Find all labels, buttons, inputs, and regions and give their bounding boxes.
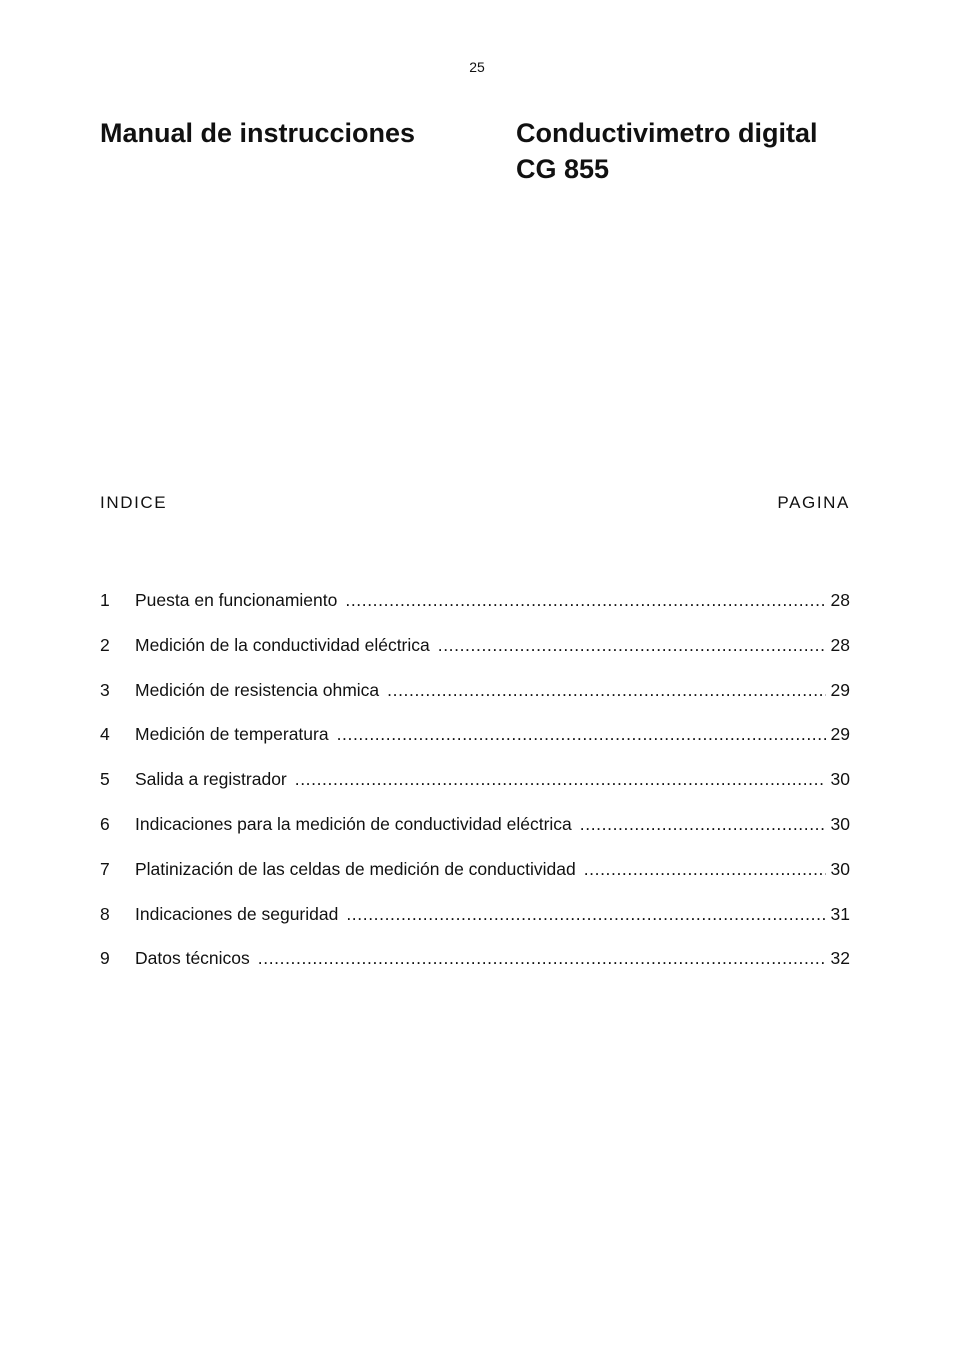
toc-dot-leader	[438, 635, 826, 656]
product-title-line1: Conductivimetro digital	[516, 118, 818, 148]
toc-entry-page: 30	[830, 858, 850, 879]
toc-entry-number: 8	[100, 903, 110, 924]
toc-entry[interactable]	[100, 859, 850, 904]
index-header	[100, 493, 850, 513]
toc-entry-page: 30	[830, 813, 850, 834]
toc-entry[interactable]	[100, 814, 850, 859]
toc-entry[interactable]	[100, 948, 850, 993]
toc-entry-page: 29	[830, 724, 850, 745]
toc-entry-number: 2	[100, 634, 110, 655]
toc-entry-number: 9	[100, 948, 110, 969]
toc-entry-page: 30	[830, 769, 850, 790]
toc-entry-page: 28	[830, 634, 850, 655]
toc-dot-leader	[580, 814, 826, 835]
toc-entry[interactable]	[100, 590, 850, 635]
toc-entry-title: Medición de la conductividad eléctrica	[135, 634, 430, 655]
toc-entry-number: 7	[100, 858, 110, 879]
toc-entry-page: 28	[830, 590, 850, 610]
page-label: PAGINA	[777, 493, 850, 512]
toc-dot-leader	[295, 769, 826, 790]
toc-entry-number: 3	[100, 679, 110, 700]
page-number: 25	[469, 59, 485, 75]
toc-dot-leader	[387, 680, 825, 701]
toc-entry-title: Medición de resistencia ohmica	[135, 679, 380, 700]
toc-entry-number: 6	[100, 813, 110, 834]
toc-entry-title: Platinización de las celdas de medición de conductividad	[135, 858, 576, 879]
manual-title: Manual de instrucciones	[100, 118, 416, 148]
toc-entry-page: 29	[830, 679, 850, 700]
toc-dot-leader	[337, 724, 826, 745]
toc-entry-page: 32	[830, 948, 850, 969]
product-title	[516, 115, 818, 187]
toc-entry[interactable]	[100, 724, 850, 769]
toc-entry[interactable]	[100, 904, 850, 949]
toc-dot-leader	[258, 948, 826, 969]
index-label: INDICE	[100, 493, 168, 512]
toc-entry[interactable]	[100, 769, 850, 814]
toc-entry[interactable]	[100, 680, 850, 725]
toc-entry-number: 4	[100, 724, 110, 745]
toc-entry-title: Puesta en funcionamiento	[135, 590, 338, 610]
toc-dot-leader	[345, 590, 825, 611]
toc-entry-title: Datos técnicos	[135, 948, 250, 969]
toc-entry-title: Salida a registrador	[135, 769, 287, 790]
product-title-line2: CG 855	[516, 154, 610, 184]
toc-dot-leader	[346, 904, 825, 925]
toc-entry-title: Medición de temperatura	[135, 724, 329, 745]
toc-dot-leader	[584, 859, 826, 880]
toc-entry-title: Indicaciones de seguridad	[135, 903, 339, 924]
toc-entry-number: 5	[100, 769, 110, 790]
toc-entry-page: 31	[830, 903, 850, 924]
toc-entry[interactable]	[100, 635, 850, 680]
table-of-contents	[100, 590, 850, 993]
toc-entry-title: Indicaciones para la medición de conductividad eléctrica	[135, 813, 572, 834]
toc-entry-number: 1	[100, 590, 110, 610]
